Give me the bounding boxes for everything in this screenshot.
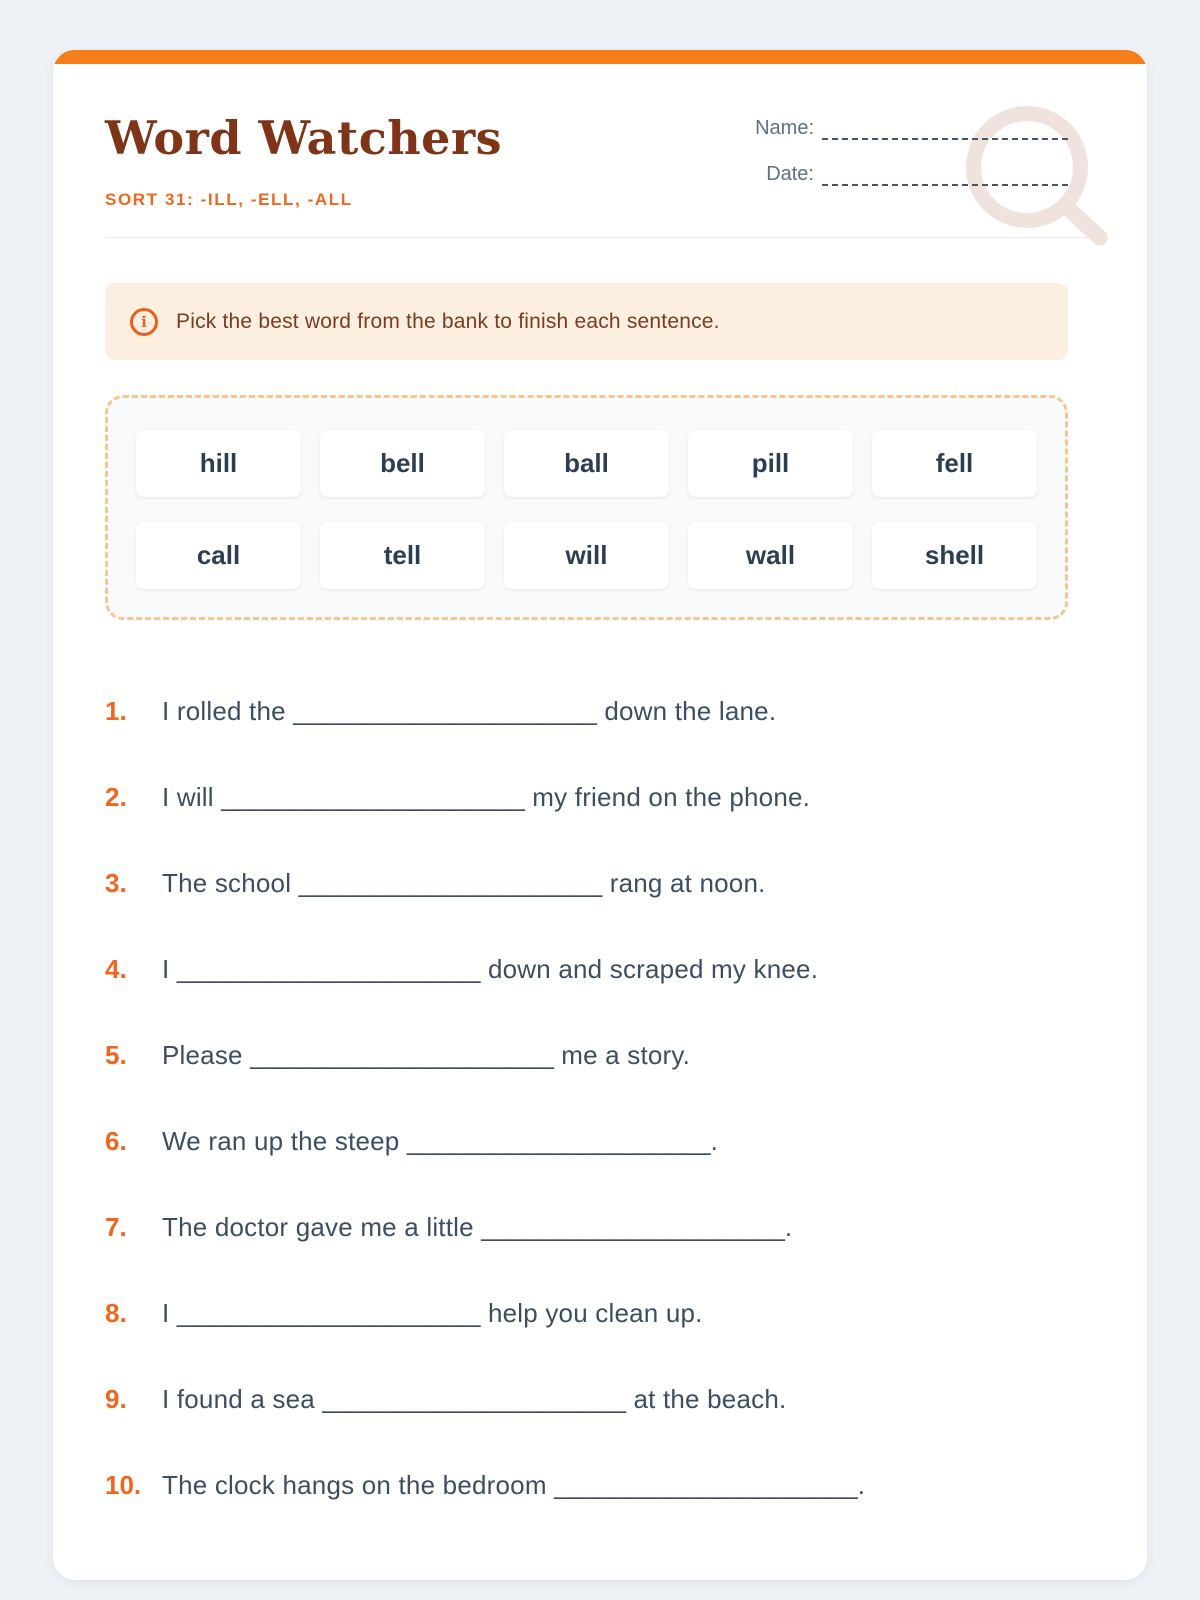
sentence-text xyxy=(162,952,818,986)
sentence-text xyxy=(162,780,810,814)
sentence-blank[interactable]: _____________________ xyxy=(322,1384,627,1414)
sentence-item xyxy=(105,840,1107,926)
sentence-item xyxy=(105,668,1107,754)
sentence-number: 7. xyxy=(105,1212,127,1242)
name-label: Name: xyxy=(755,117,814,139)
sentence-blank[interactable]: _____________________ xyxy=(554,1470,858,1500)
word-card[interactable]: hill xyxy=(136,430,301,497)
sentence-text xyxy=(162,1296,703,1330)
sentence-after: me a story. xyxy=(553,1040,691,1070)
sentence-before: I xyxy=(162,1298,177,1328)
sentence-before: I will xyxy=(162,782,222,812)
search-icon-handle xyxy=(1059,199,1111,249)
sentence-after: down and scraped my knee. xyxy=(480,954,819,984)
page-title: Word Watchers xyxy=(105,111,503,165)
sentence-after: . xyxy=(857,1470,866,1500)
sentence-text xyxy=(162,1038,690,1072)
sentence-before: I xyxy=(162,954,177,984)
word-card[interactable]: will xyxy=(504,522,669,589)
sentence-after: . xyxy=(710,1126,719,1156)
sentence-item xyxy=(105,1098,1107,1184)
sentence-item xyxy=(105,1356,1107,1442)
sentence-after: . xyxy=(784,1212,793,1242)
sentence-number: 8. xyxy=(105,1298,127,1328)
sentence-after: at the beach. xyxy=(626,1384,787,1414)
word-bank-grid xyxy=(136,430,1037,589)
word-card[interactable]: bell xyxy=(320,430,485,497)
sentence-text xyxy=(162,1382,786,1416)
info-icon: i xyxy=(130,308,158,336)
sentence-before: I rolled the xyxy=(162,696,294,726)
sentence-number: 3. xyxy=(105,868,127,898)
sentence-number: 6. xyxy=(105,1126,127,1156)
sentence-blank[interactable]: _____________________ xyxy=(176,1298,481,1328)
word-card[interactable]: tell xyxy=(320,522,485,589)
sentence-before: We ran up the steep xyxy=(162,1126,407,1156)
sentence-item xyxy=(105,1012,1107,1098)
sentence-number: 2. xyxy=(105,782,127,812)
sentence-text xyxy=(162,1210,792,1244)
sentence-item xyxy=(105,926,1107,1012)
sentence-before: I found a sea xyxy=(162,1384,323,1414)
word-card[interactable]: wall xyxy=(688,522,853,589)
sentence-number: 1. xyxy=(105,696,127,726)
sentence-number: 9. xyxy=(105,1384,127,1414)
name-date-fields xyxy=(752,116,1068,186)
sentence-item xyxy=(105,1184,1107,1270)
sort-subtitle: SORT 31: -ILL, -ELL, -ALL xyxy=(105,190,353,209)
sentence-blank[interactable]: _____________________ xyxy=(293,696,597,726)
name-field-row xyxy=(752,116,1068,140)
sentence-after: my friend on the phone. xyxy=(524,782,811,812)
sentence-text xyxy=(162,1468,865,1502)
sentence-before: The doctor gave me a little xyxy=(162,1212,482,1242)
sentence-text xyxy=(162,866,766,900)
sentence-number: 5. xyxy=(105,1040,127,1070)
date-field-row xyxy=(752,162,1068,186)
sentence-item xyxy=(105,1442,1107,1528)
word-card[interactable]: ball xyxy=(504,430,669,497)
sentence-blank[interactable]: _____________________ xyxy=(221,782,525,812)
header-divider xyxy=(105,237,1088,238)
sentence-number: 4. xyxy=(105,954,127,984)
worksheet-card xyxy=(53,50,1147,1580)
sentence-blank[interactable]: _____________________ xyxy=(406,1126,711,1156)
sentence-blank[interactable]: _____________________ xyxy=(250,1040,554,1070)
word-card[interactable]: shell xyxy=(872,522,1037,589)
sentence-text xyxy=(162,694,776,728)
word-card[interactable]: pill xyxy=(688,430,853,497)
sentence-before: The clock hangs on the bedroom xyxy=(162,1470,555,1500)
sentence-after: rang at noon. xyxy=(602,868,766,898)
sentence-list xyxy=(105,668,1107,1528)
date-input-line[interactable] xyxy=(822,162,1068,186)
sentence-after: help you clean up. xyxy=(480,1298,703,1328)
sentence-before: Please xyxy=(162,1040,251,1070)
word-card[interactable]: fell xyxy=(872,430,1037,497)
word-bank xyxy=(105,395,1068,620)
sentence-before: The school xyxy=(162,868,299,898)
sentence-item xyxy=(105,1270,1107,1356)
sentence-blank[interactable]: _____________________ xyxy=(481,1212,785,1242)
instruction-banner xyxy=(105,283,1068,360)
sentence-number: 10. xyxy=(105,1470,142,1500)
name-input-line[interactable] xyxy=(822,116,1068,140)
instruction-text: Pick the best word from the bank to finish each sentence. xyxy=(176,309,720,333)
sentence-blank[interactable]: _____________________ xyxy=(176,954,481,984)
accent-topbar xyxy=(53,50,1147,64)
date-label: Date: xyxy=(766,163,814,185)
sentence-item xyxy=(105,754,1107,840)
word-card[interactable]: call xyxy=(136,522,301,589)
sentence-blank[interactable]: _____________________ xyxy=(298,868,603,898)
sentence-text xyxy=(162,1124,718,1158)
sentence-after: down the lane. xyxy=(596,696,777,726)
